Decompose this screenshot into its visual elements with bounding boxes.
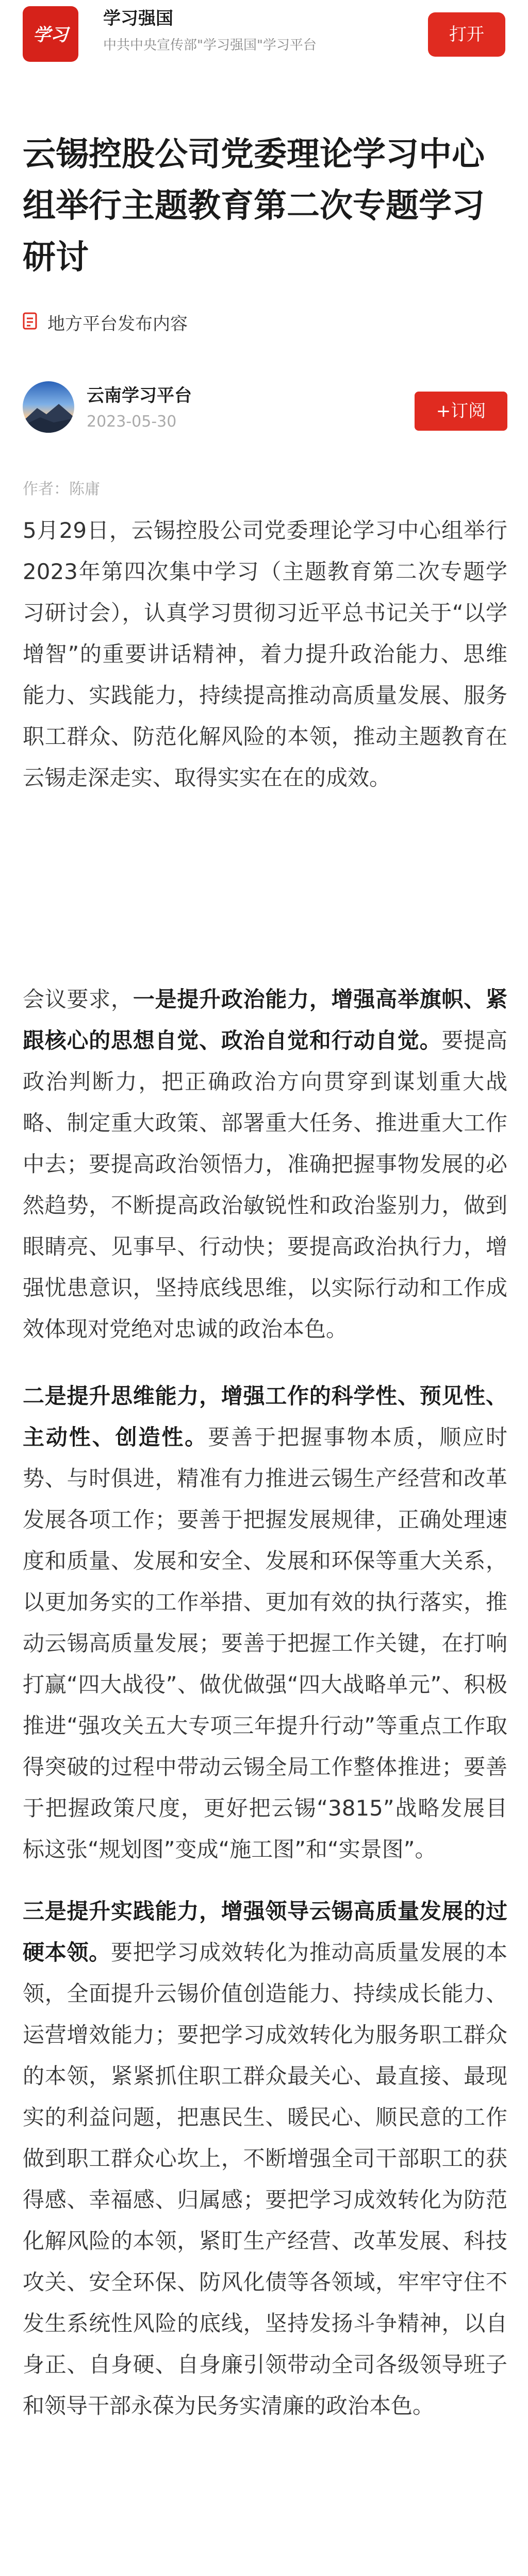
source-label: 地方平台发布内容	[47, 313, 188, 334]
app-banner	[0, 0, 528, 76]
author-name[interactable]: 云南学习平台	[87, 385, 192, 406]
paragraph-text: 要把学习成效转化为推动高质量发展的本领，全面提升云锡价值创造能力、持续成长能力、运营增效能力；要把学习成效转化为服务职工群众的本领，紧紧抓住职工群众最关心、最直接、最现实的利益问题，把惠民生、暖民心、顺民意的工作做到职工群众心坎上，不断增强全司干部职工的获得感、幸福感、归属感；要把学习成效转化为防范化解风险的本领，紧盯生产经营、改革发展、科技攻关、安全环保、防风化债等各领域，牢牢守住不发生系统性风险的底线，坚持发扬斗争精神，以自身正、自身硬、自身廉引领带动全司各级领导班子和领导干部永葆为民务实清廉的政治本色。	[23, 1940, 507, 2418]
open-app-button[interactable]: 打开	[428, 12, 505, 57]
article-title: 云锡控股公司党委理论学习中心组举行主题教育第二次专题学习研讨	[23, 135, 485, 277]
logo-glyph	[27, 16, 74, 52]
avatar[interactable]	[23, 381, 74, 433]
subscribe-button[interactable]: +订阅	[415, 392, 507, 431]
author-row	[23, 381, 507, 443]
paragraph-bold: 二是提升思维能力，增强工作的科学性、预见性、主动性、创造性。	[23, 1383, 507, 1450]
app-subtitle: 中共中央宣传部"学习强国"学习平台	[103, 38, 317, 53]
paragraph-text: 5月29日，云锡控股公司党委理论学习中心组举行2023年第四次集中学习（主题教育第二次专题学习研讨会），认真学习贯彻习近平总书记关于“以学增智”的重要讲话精神，着力提升政治能力、思维能力、实践能力，持续提高推动高质量发展、服务职工群众、防范化解风险的本领，推动主题教育在云锡走深走实、取得实实在在的成效。	[23, 518, 507, 790]
paragraph-1	[23, 510, 507, 799]
xuexi-logo-icon[interactable]	[23, 6, 78, 62]
paragraph-text: 要善于把握事物本质，顺应时势、与时俱进，精准有力推进云锡生产经营和改革发展各项工作；要善于把握发展规律，正确处理速度和质量、发展和安全、发展和环保等重大关系，以更加务实的工作举措、更加有效的执行落实，推动云锡高质量发展；要善于把握工作关键，在打响打赢“四大战役”、做优做强“四大战略单元”、积极推进“强攻关五大专项三年提升行动”等重点工作取得突破的过程中带动云锡全局工作整体推进；要善于把握政策尺度，更好把云锡“3815”战略发展目标这张“规划图”变成“施工图”和“实景图”。	[23, 1425, 507, 1862]
app-name: 学习强国	[103, 8, 173, 29]
paragraph-4	[23, 1891, 507, 2427]
paragraph-lead: 会议要求，	[23, 987, 133, 1012]
paragraph-text: 要提高政治判断力，把正确政治方向贯穿到谋划重大战略、制定重大政策、部署重大任务、推进重大工作中去；要提高政治领悟力，准确把握事物发展的必然趋势，不断提高政治敏锐性和政治鉴别力，做到眼睛亮、见事早、行动快；要提高政治执行力，增强忧患意识，坚持底线思维，以实际行动和工作成效体现对党绝对忠诚的政治本色。	[23, 1028, 507, 1342]
avatar-landscape-icon	[23, 381, 74, 433]
byline: 作者：陈庸	[23, 480, 100, 498]
publish-date: 2023-05-30	[87, 413, 177, 431]
logo-text: 学习	[33, 25, 68, 45]
paragraph-3	[23, 1376, 507, 1870]
paragraph-2	[23, 979, 507, 1350]
paragraph-bold: 一是提升政治能力，增强高举旗帜、紧跟核心的思想自觉、政治自觉和行动自觉。	[23, 987, 507, 1053]
source-row	[23, 309, 188, 335]
document-icon	[23, 312, 37, 332]
paragraph-bold: 三是提升实践能力，增强领导云锡高质量发展的过硬本领。	[23, 1899, 507, 1965]
